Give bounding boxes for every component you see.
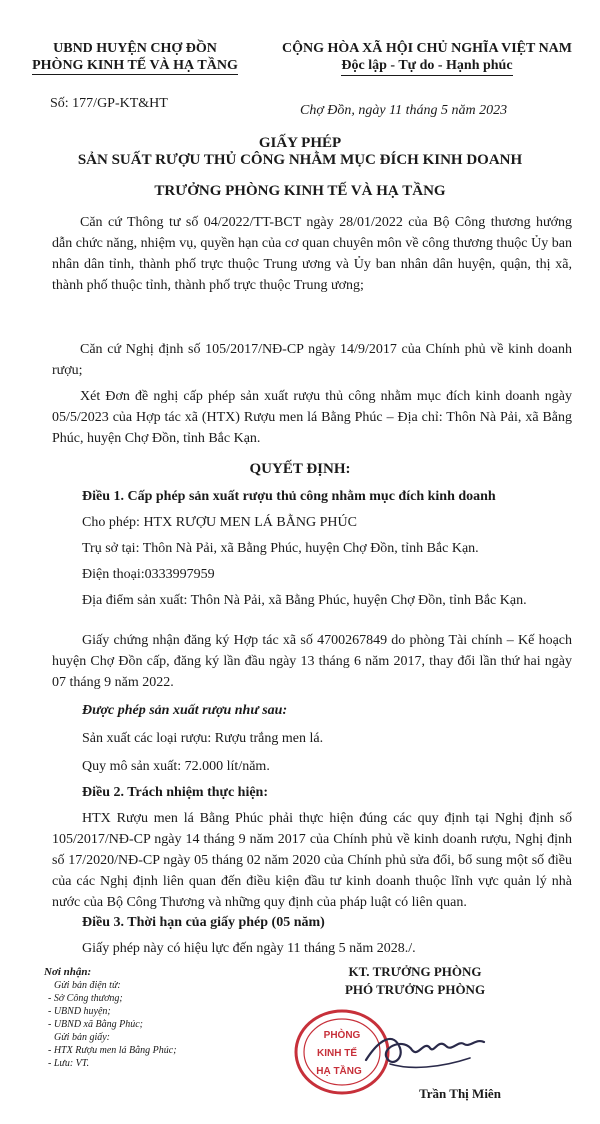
issuing-organization — [20, 40, 250, 75]
article-1-title: Điều 1. Cấp phép sản xuất rượu thủ công nhằm mục đích kinh doanh — [82, 489, 496, 504]
recipient-item: - Lưu: VT. — [48, 1058, 90, 1069]
paper-copy-label: Gửi bản giấy: — [54, 1032, 111, 1043]
article-2-title: Điều 2. Trách nhiệm thực hiện: — [82, 785, 268, 800]
preamble-decree: Căn cứ Nghị định số 105/2017/NĐ-CP ngày 14/9/2017 của Chính phủ về kinh doanh rượu; — [52, 342, 572, 378]
country-name: CỘNG HÒA XÃ HỘI CHỦ NGHĨA VIỆT NAM — [281, 41, 572, 56]
preamble-circular: Căn cứ Thông tư số 04/2022/TT-BCT ngày 28/01/2022 của Bộ Công thương hướng dẫn chức năng, nhiệm vụ, quyền hạn của cơ quan chuyên môn về công thương thuộc Ủy ban nhân dân tỉnh, thành phố trực thuộc Trung ương và Ủy ban nhân dân huyện, quận, thị xã, thành phố thuộc tỉnh, thành phố trực thuộc Trung ương; — [52, 215, 572, 293]
document-type-title: GIẤY PHÉP — [258, 135, 342, 151]
allowed-production-heading: Được phép sản xuất rượu như sau: — [82, 703, 288, 718]
production-site: Địa điểm sản xuất: Thôn Nà Pải, xã Bằng Phúc, huyện Chợ Đồn, tỉnh Bắc Kạn. — [82, 593, 527, 608]
national-title — [262, 40, 592, 76]
recipients-heading: Nơi nhận: — [44, 966, 92, 978]
issuing-authority-title: TRƯỞNG PHÒNG KINH TẾ VÀ HẠ TẦNG — [154, 183, 446, 199]
org-line-1: UBND HUYỆN CHỢ ĐỒN — [53, 41, 217, 56]
document-number: Số: 177/GP-KT&HT — [50, 96, 168, 111]
recipients-block — [44, 966, 274, 1070]
signer-title-1: KT. TRƯỞNG PHÒNG — [348, 964, 482, 979]
date-line: Chợ Đồn, ngày 11 tháng 5 năm 2023 — [300, 103, 508, 118]
article-3-title: Điều 3. Thời hạn của giấy phép (05 năm) — [82, 915, 325, 930]
recipient-item: - UBND huyện; — [48, 1006, 111, 1017]
handwritten-signature — [360, 1018, 490, 1078]
permit-holder: Cho phép: HTX RƯỢU MEN LÁ BẰNG PHÚC — [82, 515, 357, 530]
phone-number: Điện thoại:0333997959 — [82, 567, 215, 582]
stamp-text-mid: KINH TẾ — [317, 1048, 357, 1059]
recipient-item: - Sở Công thương; — [48, 993, 123, 1004]
stamp-text-bottom: HẠ TẦNG — [316, 1066, 362, 1077]
recipient-item: - UBND xã Bằng Phúc; — [48, 1019, 143, 1030]
signature-title-block — [300, 963, 530, 999]
validity-statement: Giấy phép này có hiệu lực đến ngày 11 tháng 5 năm 2028./. — [82, 941, 416, 956]
recipient-item: - HTX Rượu men lá Bằng Phúc; — [48, 1045, 177, 1056]
signer-title-2: PHÓ TRƯỞNG PHÒNG — [344, 982, 486, 997]
product-types: Sản xuất các loại rượu: Rượu trắng men lá. — [82, 731, 324, 746]
signer-name: Trần Thị Miên — [419, 1086, 501, 1101]
office-address: Trụ sở tại: Thôn Nà Pải, xã Bằng Phúc, huyện Chợ Đồn, tỉnh Bắc Kạn. — [82, 541, 479, 556]
production-scale: Quy mô sản xuất: 72.000 lít/năm. — [82, 759, 270, 774]
electronic-copy-label: Gửi bản điện tử: — [54, 980, 121, 991]
document-subject-title: SẢN SUẤT RƯỢU THỦ CÔNG NHẰM MỤC ĐÍCH KINH DOANH — [77, 152, 523, 168]
stamp-text-top: PHÒNG — [323, 1030, 361, 1041]
article-2-body: HTX Rượu men lá Bằng Phúc phải thực hiện đúng các quy định tại Nghị định số 105/2017/NĐ-CP ngày 14 tháng 9 năm 2017 của Chính phủ về kinh doanh rượu, Nghị định số 17/2020/NĐ-CP ngày 05 tháng 02 năm 2020 của Chính phủ sửa đổi, bổ sung một số điều của các Nghị định liên quan đến điều kiện đầu tư kinh doanh thuộc lĩnh vực quản lý nhà nước của Bộ Công Thương và những quy định của pháp luật có liên quan. — [52, 811, 572, 910]
org-line-2: PHÒNG KINH TẾ VÀ HẠ TẦNG — [32, 58, 238, 73]
registration-certificate: Giấy chứng nhận đăng ký Hợp tác xã số 4700267849 do phòng Tài chính – Kế hoạch huyện Chợ Đồn cấp, đăng ký lần đầu ngày 13 tháng 6 năm 2017, thay đổi lần thứ hai ngày 07 tháng 9 năm 2022. — [52, 633, 572, 690]
motto: Độc lập - Tự do - Hạnh phúc — [262, 57, 592, 76]
decision-heading: QUYẾT ĐỊNH: — [249, 461, 351, 477]
preamble-application: Xét Đơn đề nghị cấp phép sản xuất rượu thủ công nhằm mục đích kinh doanh ngày 05/5/2023 của Hợp tác xã (HTX) Rượu men lá Bằng Phúc – Địa chỉ: Thôn Nà Pải, xã Bằng Phúc, huyện Chợ Đồn, tỉnh Bắc Kạn. — [52, 389, 572, 446]
